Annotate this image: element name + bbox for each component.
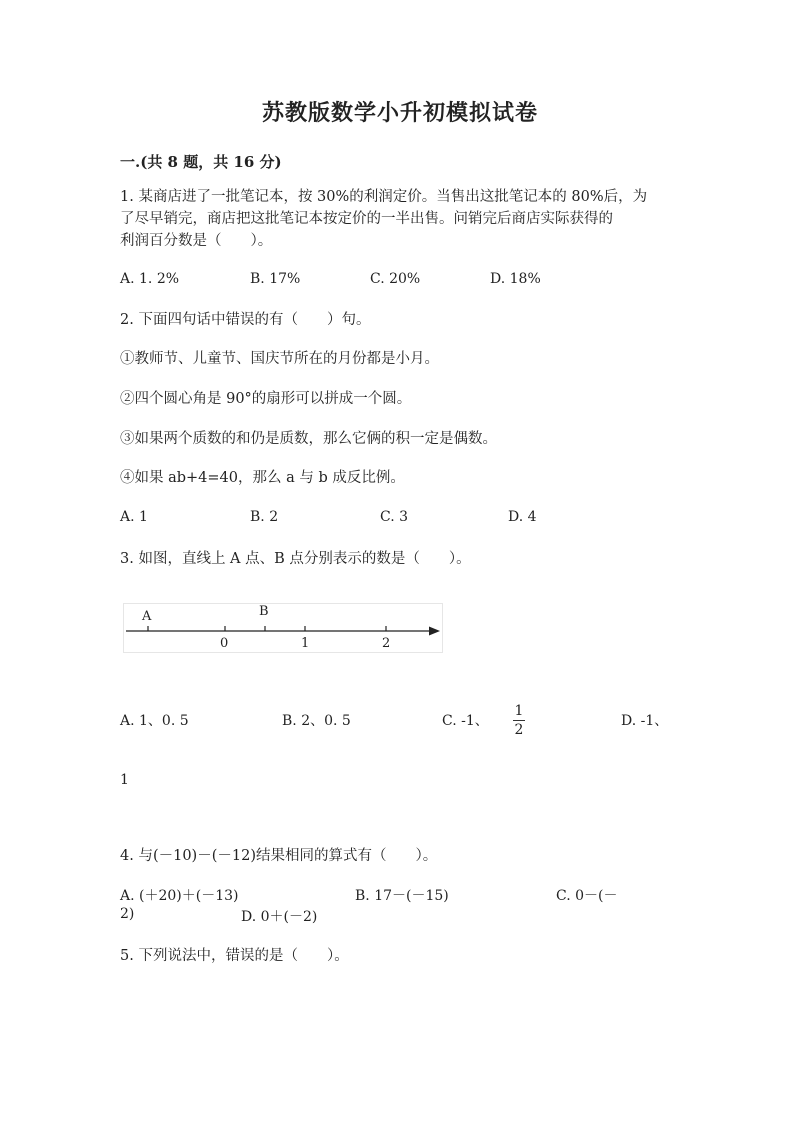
- q4-stem: 4. 与(－10)－(－12)结果相同的算式有（ ）。: [120, 848, 438, 864]
- section-heading: 一.(共 8 题，共 16 分): [120, 153, 282, 171]
- q4-option-c[interactable]: C. 0－(－: [556, 888, 618, 904]
- tick-label-0: 0: [220, 636, 229, 651]
- q3-option-c-fraction: [513, 703, 525, 738]
- q2-stem: 2. 下面四句话中错误的有（ ）句。: [120, 312, 371, 328]
- q3-option-d-continued: 1: [120, 772, 129, 788]
- q3-option-a[interactable]: A. 1、0. 5: [120, 713, 189, 729]
- q2-option-a[interactable]: A. 1: [120, 509, 148, 525]
- fraction-numerator: 1: [514, 703, 524, 719]
- tick-label-2: 2: [382, 636, 391, 651]
- fraction-denominator: 2: [514, 722, 524, 738]
- q2-option-b[interactable]: B. 2: [250, 509, 279, 525]
- q1-line-2: 了尽早销完，商店把这批笔记本按定价的一半出售。问销完后商店实际获得的: [120, 211, 613, 227]
- page-title: 苏教版数学小升初模拟试卷: [261, 100, 538, 126]
- q3-stem: 3. 如图，直线上 A 点、B 点分别表示的数是（ ）。: [120, 551, 471, 567]
- fraction-bar: [513, 720, 525, 721]
- q1-option-d[interactable]: D. 18%: [490, 271, 541, 287]
- q2-statement-2: ②四个圆心角是 90°的扇形可以拼成一个圆。: [120, 391, 412, 407]
- point-b-label: B: [259, 604, 269, 619]
- q1-option-c[interactable]: C. 20%: [370, 271, 421, 287]
- q4-option-b[interactable]: B. 17－(－15): [355, 888, 449, 904]
- q2-option-d[interactable]: D. 4: [508, 509, 537, 525]
- q3-option-c[interactable]: C. -1、: [442, 713, 489, 729]
- number-line-figure: [123, 603, 443, 653]
- point-a-label: A: [142, 609, 152, 624]
- q2-statement-1: ①教师节、儿童节、国庆节所在的月份都是小月。: [120, 351, 439, 367]
- q5-stem: 5. 下列说法中，错误的是（ ）。: [120, 948, 349, 964]
- q1-option-b[interactable]: B. 17%: [250, 271, 301, 287]
- q4-option-c-continued: 2): [120, 906, 135, 922]
- q3-option-b[interactable]: B. 2、0. 5: [282, 713, 351, 729]
- q3-option-d[interactable]: D. -1、: [621, 713, 669, 729]
- q2-statement-3: ③如果两个质数的和仍是质数，那么它俩的积一定是偶数。: [120, 431, 497, 447]
- q1-line-1: 1. 某商店进了一批笔记本，按 30%的利润定价。当售出这批笔记本的 80%后，为: [120, 189, 648, 205]
- number-line-arrow: [429, 627, 440, 636]
- q2-option-c[interactable]: C. 3: [380, 509, 409, 525]
- q4-option-a[interactable]: A. (＋20)＋(－13): [120, 888, 239, 904]
- q2-statement-4: ④如果 ab+4=40，那么 a 与 b 成反比例。: [120, 470, 405, 486]
- q1-line-3: 利润百分数是（ ）。: [120, 233, 273, 249]
- q1-option-a[interactable]: A. 1. 2%: [120, 271, 180, 287]
- tick-label-1: 1: [301, 636, 310, 651]
- q4-option-d[interactable]: D. 0＋(－2): [241, 909, 318, 925]
